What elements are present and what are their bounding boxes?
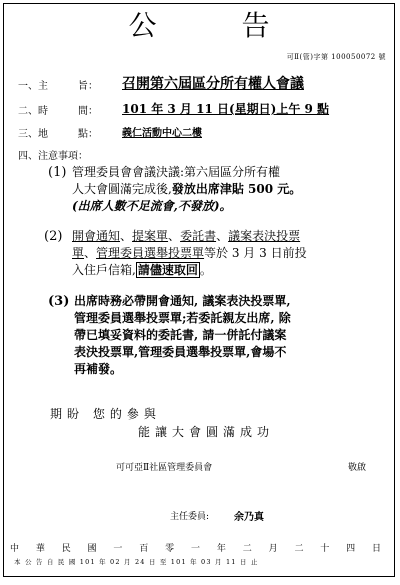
time-label: 二、時 間： bbox=[18, 106, 98, 117]
subject-label: 一、主 旨： bbox=[18, 81, 98, 92]
note-1-allowance: 發放出席津貼 500 元。 bbox=[171, 182, 302, 196]
note-3-line-4: 表決投票單,管理委員選舉投票單,會場不 bbox=[74, 345, 287, 359]
note-1-condition: (出席人數不足流會,不發放)。 bbox=[72, 199, 232, 213]
note-2-line-3a: 入住戶信箱, bbox=[72, 263, 136, 277]
issue-date: 中 華 民 國 一 百 零 一 年 二 月 二 十 四 日 bbox=[9, 544, 389, 554]
posting-period: 本 公 告 自 民 國 101 年 02 月 24 日 至 101 年 03 月 11 日 止 bbox=[14, 558, 259, 566]
separator: 、 bbox=[216, 229, 229, 243]
chair-label: 主任委員: bbox=[170, 512, 210, 522]
note-1 bbox=[48, 164, 388, 215]
period: 。 bbox=[199, 263, 212, 277]
note-2-number: (2) bbox=[44, 229, 63, 244]
collect-promptly-notice: 請儘速取回 bbox=[137, 263, 198, 277]
doc-proposal-form: 提案單 bbox=[132, 229, 169, 243]
document-number: 可Ⅱ(管)字第 100050072 號 bbox=[286, 53, 386, 61]
sender: 可可亞Ⅱ社區管理委員會 bbox=[116, 463, 213, 473]
note-1-number: (1) bbox=[48, 165, 67, 180]
place-label: 三、地 點： bbox=[18, 129, 98, 140]
notice-sheet bbox=[3, 3, 395, 577]
separator: 、 bbox=[120, 229, 133, 243]
note-3-line-1: 出席時務必帶開會通知, 議案表決投票單, bbox=[74, 294, 291, 308]
respectfully: 敬啟 bbox=[348, 463, 367, 473]
note-1-line-2a: 人大會圓滿完成後, bbox=[72, 182, 172, 196]
separator: 、 bbox=[168, 229, 181, 243]
doc-meeting-notice: 開會通知 bbox=[72, 229, 121, 243]
note-1-line-1: 管理委員會會議決議:第六屆區分所有權 bbox=[72, 165, 281, 179]
doc-motion-ballot: 議案表決投票 bbox=[228, 229, 301, 243]
note-2-line-2-rest: 等於 3 月 3 日前投 bbox=[204, 246, 307, 260]
note-3 bbox=[48, 293, 392, 378]
place-value: 義仁活動中心二樓 bbox=[122, 128, 202, 139]
notice-title: 公 告 bbox=[128, 9, 308, 42]
closing-line-2: 能讓大會圓滿成功 bbox=[138, 425, 275, 439]
note-3-line-2: 管理委員選舉投票單;若委託親友出席, 除 bbox=[74, 311, 291, 325]
time-value: 101 年 3 月 11 日(星期日)上午 9 點 bbox=[122, 102, 330, 116]
note-3-line-3: 帶已填妥資料的委託書, 請一併託付議案 bbox=[74, 328, 287, 342]
separator: 、 bbox=[84, 246, 97, 260]
note-3-line-5: 再補發。 bbox=[74, 362, 123, 376]
note-3-number: (3) bbox=[48, 294, 70, 309]
notes-label: 四、注意事項： bbox=[18, 151, 88, 162]
doc-election-ballot: 管理委員選舉投票單 bbox=[96, 246, 205, 260]
chair-name: 余乃真 bbox=[234, 512, 264, 523]
subject-value: 召開第六屆區分所有權人會議 bbox=[122, 76, 304, 92]
doc-proxy-form: 委託書 bbox=[180, 229, 217, 243]
note-2 bbox=[44, 228, 388, 279]
closing-line-1: 期盼 您的參與 bbox=[50, 407, 161, 421]
doc-motion-ballot-end: 單 bbox=[72, 246, 85, 260]
